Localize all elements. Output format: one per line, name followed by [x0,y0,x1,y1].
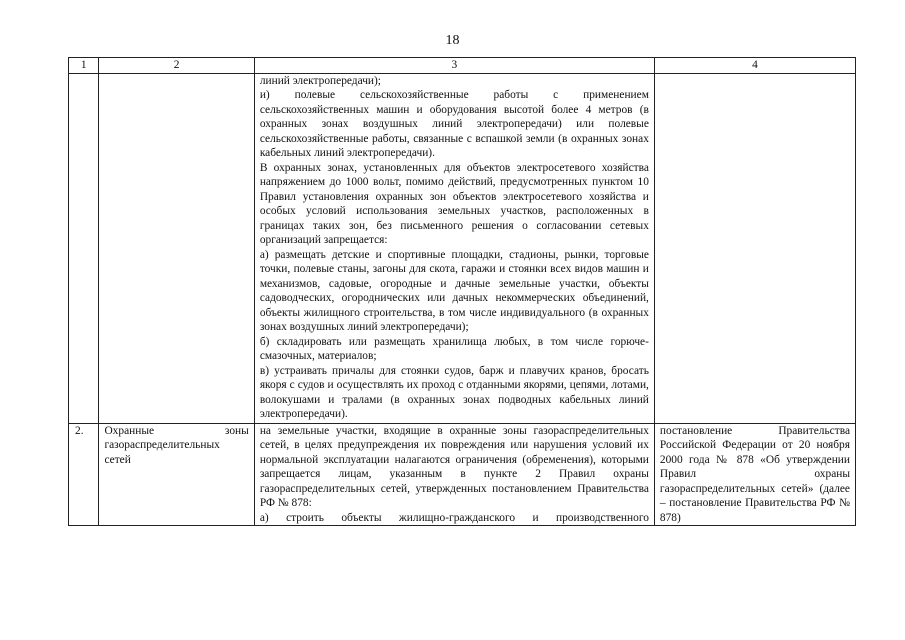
row-number-cell [69,73,99,423]
zone-name-cell [99,73,254,423]
restriction-paragraph: а) строить объекты жилищно-гражданского и производственного [259,511,649,524]
row-number-cell: 2. [69,423,99,526]
restriction-paragraph: линий электропередачи); [259,74,381,87]
restrictions-cell [254,73,654,423]
table-row-continuation [69,73,856,423]
legal-basis-cell [654,73,855,423]
zone-name-cell [99,423,254,526]
column-header-2: 2 [99,58,254,74]
table-header-row [69,58,856,74]
restriction-paragraph: на земельные участки, входящие в охранные зоны газораспределительных сетей, в целях предупреждения их повреждения или нарушения условий их нормальной эксплуатации налагаются ограничения (обременения), которыми запрещается лицам, указанным в пункте 2 Правил охраны газораспределительных сетей, утвержденных постановлением Правительства РФ № 878: [259,424,649,509]
legal-basis-cell [654,423,855,526]
restriction-paragraph: В охранных зонах, установленных для объектов электросетевого хозяйства напряжением до 1000 вольт, помимо действий, предусмотренных пунктом 10 Правил установления охранных зон объектов электросетевого хозяйства и особых условий использования земельных участков, расположенных в границах таких зон, без письменного решения о согласовании сетевых организаций запрещается: [259,161,649,246]
restriction-paragraph: в) устраивать причалы для стоянки судов, барж и плавучих кранов, бросать якоря с судов и осуществлять их проход с отданными якорями, цепями, лотами, волокушами и тралами (в охранных зонах подводных кабельных линий электропередачи). [259,364,649,420]
column-header-3: 3 [254,58,654,74]
legal-basis-text: постановление Правительства Российской Федерации от 20 ноября 2000 года № 878 «Об утверждении Правил охраны газораспределительных сетей» (далее – постановление Правительства РФ № 878) [659,424,850,524]
restriction-paragraph: и) полевые сельскохозяйственные работы с применением сельскохозяйственных машин и оборудования высотой более 4 метров (в охранных зонах воздушных линий электропередачи) или полевые сельскохозяйственные работы, связанные с вспашкой земли (в охранных зонах кабельных линий электропередачи). [259,89,649,159]
restrictions-cell [254,423,654,526]
zone-name-text: Охранные зоны газораспределительных сетей [104,424,249,466]
restriction-paragraph: б) складировать или размещать хранилища любых, в том числе горюче-смазочных, материалов; [259,335,649,362]
column-header-4: 4 [654,58,855,74]
page-number: 18 [445,33,460,48]
column-header-1: 1 [69,58,99,74]
restriction-paragraph: а) размещать детские и спортивные площадки, стадионы, рынки, торговые точки, полевые станы, загоны для скота, гаражи и стоянки всех видов машин и механизмов, садовые, огородные и дачные земельные участки, объекты садоводческих, огороднических или дачных некоммерческих объединений, объекты жилищного строительства, в том числе индивидуального (в охранных зонах воздушных линий электропередачи); [259,248,649,333]
zones-table [68,57,856,526]
table-row [69,423,856,526]
